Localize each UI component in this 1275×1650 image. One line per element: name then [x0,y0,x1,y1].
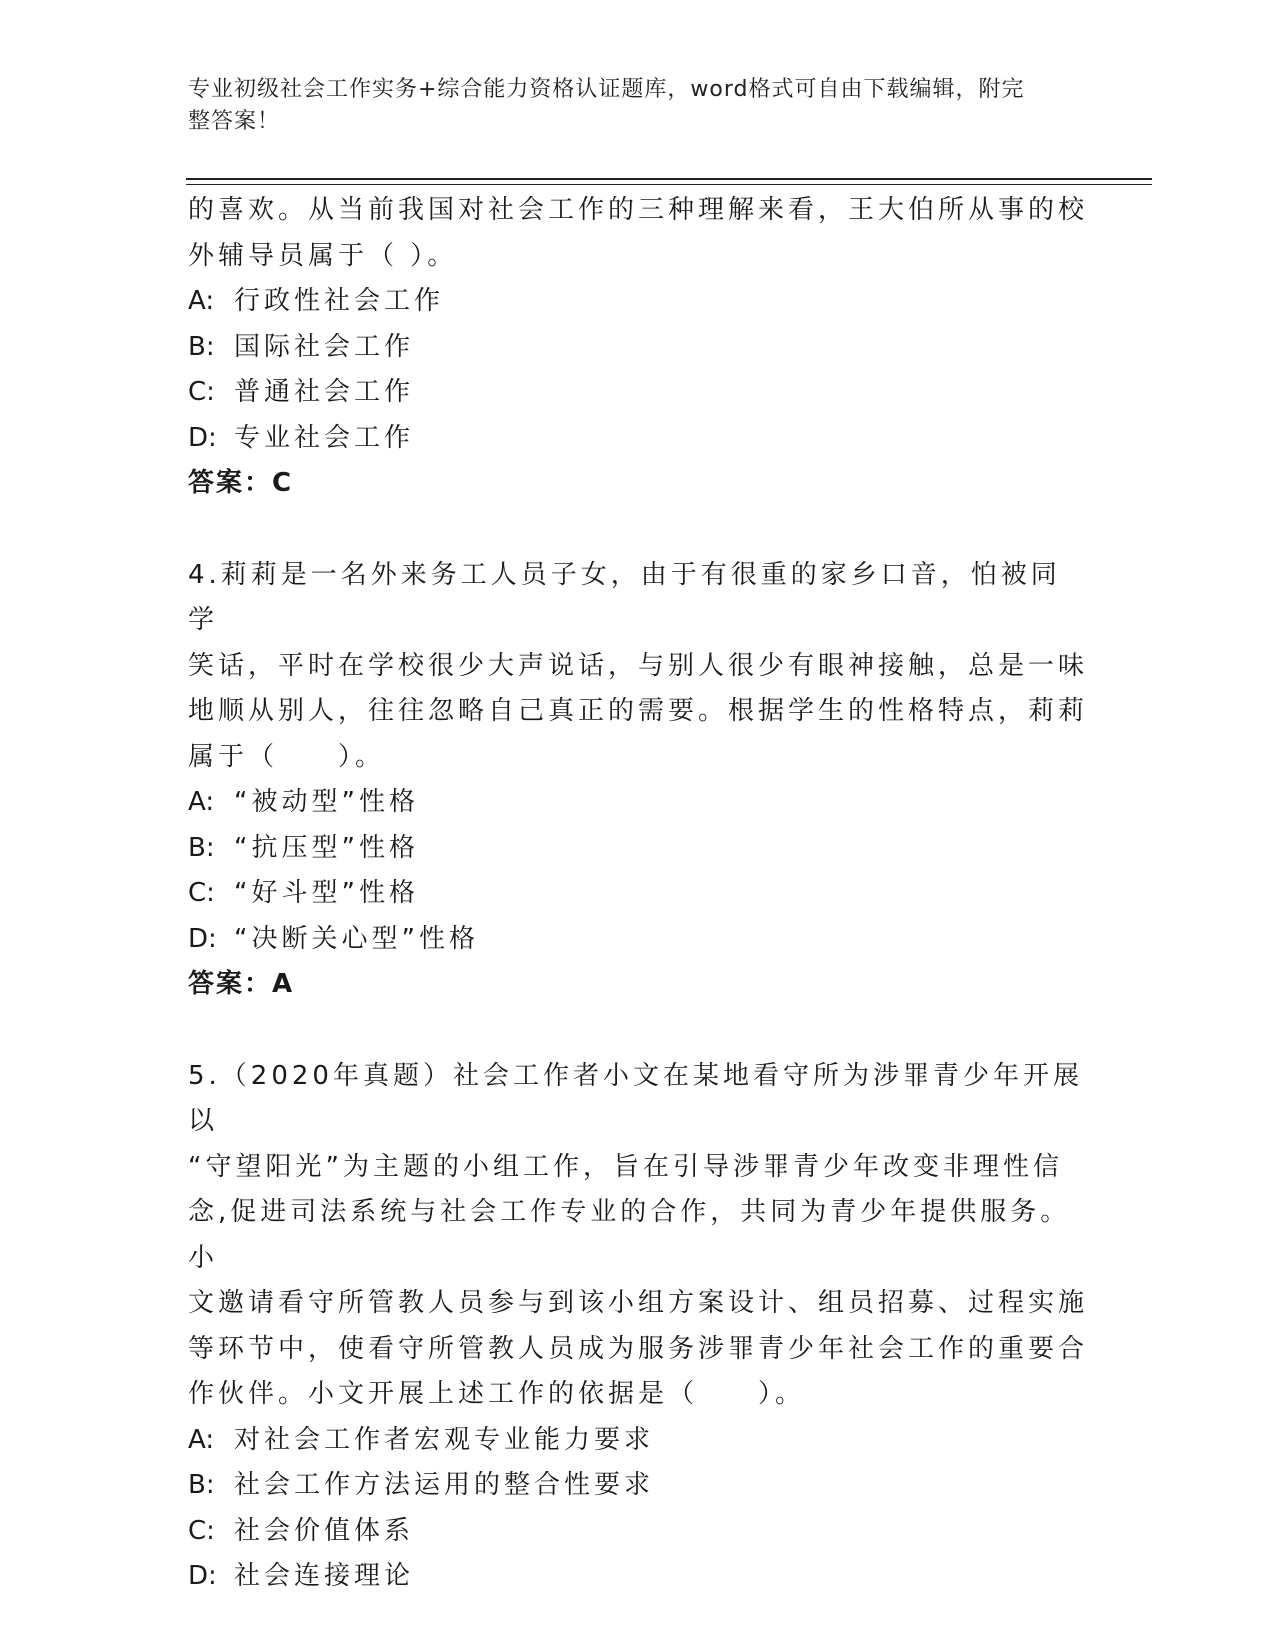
option-text: “好斗型”性格 [234,878,419,908]
option-d [188,416,1088,462]
page-header [188,74,1078,138]
option-key: D: [188,422,217,453]
document-body [188,188,1088,1600]
option-text: “决断关心型”性格 [234,923,479,954]
option-c [188,871,1088,917]
header-line-2: 整答案！ [188,109,281,134]
option-text: 普通社会工作 [234,377,415,407]
option-text: 社会工作方法运用的整合性要求 [234,1470,655,1500]
option-b [188,1463,1088,1509]
answer-line: 答案：A [188,969,295,999]
option-a [188,1418,1088,1464]
option-b [188,826,1088,872]
question-stem-line: 笑话，平时在学校很少大声说话，与别人很少有眼神接触，总是一味 [188,650,1089,681]
option-text: 对社会工作者宏观专业能力要求 [234,1424,655,1455]
option-c [188,1509,1088,1555]
option-key: B: [188,331,215,362]
option-key: B: [188,832,215,863]
question-stem-line: 5.（2020年真题）社会工作者小文在某地看守所为涉罪青少年开展以 [188,1060,1083,1136]
option-key: A: [188,1424,215,1455]
option-a [188,279,1088,325]
question-4 [188,553,1088,1008]
question-stem-line: “守望阳光”为主题的小组工作，旨在引导涉罪青少年改变非理性信 [188,1151,1063,1182]
option-d [188,1554,1088,1600]
question-stem-line: 文邀请看守所管教人员参与到该小组方案设计、组员招募、过程实施 [188,1288,1089,1318]
option-key: C: [188,377,215,407]
header-divider [186,178,1152,180]
option-text: 行政性社会工作 [234,286,445,316]
question-5 [188,1054,1088,1600]
question-stem-line: 的喜欢。从当前我国对社会工作的三种理解来看，王大伯所从事的校 [188,195,1089,225]
spacer [188,507,1088,553]
question-stem-line: 作伙伴。小文开展上述工作的依据是（ ）。 [188,1379,806,1409]
option-a [188,780,1088,826]
answer-line: 答案：C [188,468,294,498]
option-text: 专业社会工作 [234,422,415,453]
option-key: C: [188,1515,215,1546]
option-c [188,370,1088,416]
option-key: C: [188,878,215,908]
question-stem-line: 外辅导员属于（ ）。 [188,240,458,271]
header-line-1: 专业初级社会工作实务+综合能力资格认证题库，word格式可自由下载编辑，附完 [188,77,1025,102]
option-text: “抗压型”性格 [234,832,419,863]
option-b [188,325,1088,371]
question-stem-line: 等环节中，使看守所管教人员成为服务涉罪青少年社会工作的重要合 [188,1333,1089,1364]
option-key: D: [188,923,217,954]
option-d [188,917,1088,963]
question-stem-line: 念,促进司法系统与社会工作专业的合作，共同为青少年提供服务。小 [188,1197,1071,1273]
question-stem-line: 地顺从别人，往往忽略自己真正的需要。根据学生的性格特点，莉莉 [188,696,1089,726]
spacer [188,1008,1088,1054]
option-key: A: [188,286,215,316]
header-divider-thin [186,184,1152,185]
question-stem-line: 4.莉莉是一名外来务工人员子女，由于有很重的家乡口音，怕被同学 [188,559,1061,635]
option-text: 社会连接理论 [234,1561,415,1591]
option-key: A: [188,787,215,817]
option-text: 国际社会工作 [234,331,415,362]
option-text: 社会价值体系 [234,1515,415,1546]
option-key: B: [188,1470,215,1500]
option-key: D: [188,1561,217,1591]
option-text: “被动型”性格 [234,787,419,817]
question-stem-line: 属于（ ）。 [188,741,386,772]
question-3 [188,188,1088,507]
